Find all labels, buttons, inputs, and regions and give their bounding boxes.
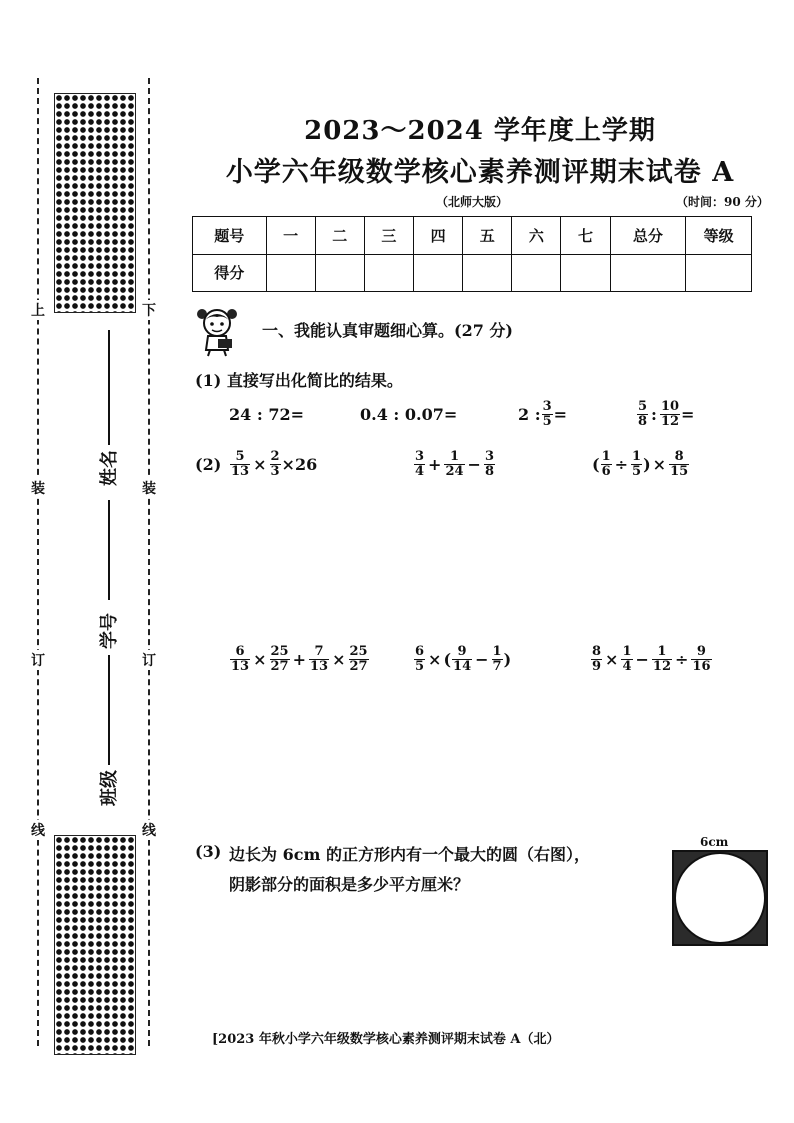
ratio-item-a [229, 402, 304, 426]
ratio-b-text: 0.4 : 0.07= [360, 404, 458, 424]
score-cell[interactable] [315, 254, 364, 292]
denominator: 9 [592, 658, 602, 674]
numerator: 6 [235, 643, 245, 659]
operator: × [253, 454, 267, 474]
numerator: 8 [592, 643, 602, 659]
class-label: 班级 [99, 770, 120, 806]
operator: × [605, 649, 619, 669]
operator: − [475, 649, 489, 669]
question3-label: (3) [195, 842, 222, 861]
score-header-cell: 题号 [193, 217, 267, 255]
ratio-colon: : [651, 404, 657, 424]
exam-title-line1: 2023～2024 学年度上学期 [304, 116, 656, 146]
question1-label: (1) 直接写出化简比的结果。 [195, 371, 403, 390]
calc-expression-3 [592, 446, 690, 482]
operator: ÷ [614, 454, 629, 474]
denominator: 16 [692, 658, 711, 674]
score-cell[interactable] [686, 254, 752, 292]
numerator: 6 [415, 643, 425, 659]
numerator: 5 [638, 398, 648, 414]
numerator: 2 [270, 448, 280, 464]
binding-char-left-4: 线 [28, 820, 48, 840]
denominator: 4 [622, 658, 632, 674]
score-table [192, 216, 752, 292]
denominator: 27 [270, 658, 289, 674]
denominator: 15 [670, 463, 689, 479]
score-header-cell: 七 [561, 217, 610, 255]
operator: − [635, 649, 649, 669]
exam-title-line2: 小学六年级数学核心素养测评期末试卷 A [225, 157, 735, 188]
score-header-cell: 等级 [686, 217, 752, 255]
numerator: 8 [674, 448, 684, 464]
calc-expression-4 [229, 641, 370, 677]
score-table-header-row [193, 217, 752, 255]
score-cell[interactable] [610, 254, 686, 292]
denominator: 12 [652, 658, 671, 674]
question3-line2: 阴影部分的面积是多少平方厘米？ [229, 875, 470, 894]
denominator: 4 [415, 463, 425, 479]
numerator: 3 [484, 448, 494, 464]
binding-pattern-bottom [54, 835, 136, 1055]
fraction [631, 450, 642, 479]
binding-pattern-top [54, 93, 136, 313]
score-header-cell: 四 [414, 217, 463, 255]
score-cell[interactable] [266, 254, 315, 292]
binding-char-left-2: 装 [28, 478, 48, 498]
student-mascot-icon [196, 305, 240, 357]
score-header-cell: 一 [266, 217, 315, 255]
figure-side-label: 6cm [700, 835, 729, 849]
question2-label: (2) [195, 455, 222, 474]
fraction [270, 450, 281, 479]
score-table-score-row [193, 254, 752, 292]
binding-char-left-1: 上 [28, 300, 48, 320]
numerator: 7 [314, 643, 324, 659]
numerator: 3 [542, 398, 552, 414]
ratio-item-b [360, 402, 457, 426]
denominator: 6 [601, 463, 611, 479]
denominator: 24 [445, 463, 464, 479]
denominator: 7 [492, 658, 502, 674]
name-blank-line[interactable] [108, 330, 110, 445]
operator: − [467, 454, 481, 474]
fraction [601, 450, 612, 479]
denominator: 27 [349, 658, 368, 674]
numerator: 25 [349, 643, 368, 659]
fraction [270, 645, 290, 674]
calc-expression-6 [590, 641, 713, 677]
fraction [621, 645, 632, 674]
operator: + [428, 454, 442, 474]
denominator: 13 [231, 658, 250, 674]
section1-title: 一、我能认真审题细心算。(27 分) [262, 321, 513, 340]
fraction [652, 645, 672, 674]
numerator: 1 [601, 448, 611, 464]
fraction [414, 645, 425, 674]
numerator: 9 [457, 643, 467, 659]
operator: ÷ [675, 649, 689, 669]
score-cell[interactable] [512, 254, 561, 292]
binding-char-left-3: 订 [28, 650, 48, 670]
binding-char-right-2: 装 [139, 478, 159, 498]
fraction [230, 450, 250, 479]
number-label: 学号 [99, 613, 120, 649]
denominator: 8 [638, 413, 648, 429]
score-header-cell: 五 [463, 217, 512, 255]
fraction [492, 645, 503, 674]
calc-expression-1 [229, 446, 317, 482]
score-cell[interactable] [364, 254, 413, 292]
fraction [444, 450, 464, 479]
binding-dashed-line-right [148, 78, 150, 1046]
right-paren: ) [643, 454, 651, 474]
right-paren: ) [503, 649, 512, 669]
denominator: 14 [453, 658, 472, 674]
score-cell[interactable] [463, 254, 512, 292]
fraction [414, 450, 425, 479]
score-header-cell: 六 [512, 217, 561, 255]
denominator: 3 [270, 463, 280, 479]
binding-dashed-line-left [37, 78, 39, 1046]
edition-label: （北师大版） [436, 195, 509, 209]
score-header-cell: 三 [364, 217, 413, 255]
fraction [591, 645, 602, 674]
left-paren: ( [443, 649, 452, 669]
binding-char-right-3: 订 [139, 650, 159, 670]
score-header-cell: 总分 [610, 217, 686, 255]
number-blank-line[interactable] [108, 500, 110, 600]
denominator: 12 [660, 413, 680, 429]
denominator: 8 [484, 463, 494, 479]
time-label: （时间：90 分） [676, 195, 769, 209]
numerator: 1 [492, 643, 502, 659]
denominator: 13 [231, 463, 250, 479]
ratio-item-c [518, 397, 567, 431]
fraction [637, 400, 648, 429]
fraction [349, 645, 369, 674]
numerator: 9 [696, 643, 706, 659]
numerator: 10 [660, 398, 680, 414]
numerator: 1 [622, 643, 632, 659]
binding-char-right-4: 线 [139, 820, 159, 840]
fraction [484, 450, 495, 479]
fraction [669, 450, 689, 479]
fraction [542, 400, 553, 429]
calc-expression-5 [413, 641, 511, 677]
score-cell[interactable] [414, 254, 463, 292]
name-label: 姓名 [99, 450, 120, 486]
numerator: 1 [632, 448, 642, 464]
binding-char-right-1: 下 [139, 300, 159, 320]
operator: × [652, 454, 667, 474]
footer-text: [2023 年秋小学六年级数学核心素养测评期末试卷 A（北） [212, 1032, 560, 1047]
ratio-c-prefix: 2 : [518, 404, 541, 424]
operator: × [332, 649, 346, 669]
numerator: 1 [449, 448, 460, 464]
square-circle-figure [672, 850, 768, 946]
equals-sign: = [681, 404, 695, 424]
ratio-a-text: 24 : 72= [229, 404, 304, 424]
fraction [660, 400, 680, 429]
fraction [230, 645, 250, 674]
operator: + [292, 649, 306, 669]
class-blank-line[interactable] [108, 655, 110, 765]
score-header-cell: 二 [315, 217, 364, 255]
calc-expression-2 [413, 446, 496, 482]
numerator: 3 [415, 448, 425, 464]
denominator: 5 [415, 658, 425, 674]
score-row-label: 得分 [193, 254, 267, 292]
numerator: 5 [235, 448, 245, 464]
fraction [309, 645, 329, 674]
denominator: 5 [632, 463, 642, 479]
operator: × [428, 649, 442, 669]
fraction [452, 645, 472, 674]
fraction [691, 645, 711, 674]
operator: × [253, 649, 267, 669]
left-paren: ( [592, 454, 600, 474]
numerator: 1 [657, 643, 667, 659]
denominator: 5 [542, 413, 552, 429]
operator-term: ×26 [281, 454, 318, 474]
ratio-item-d [636, 397, 694, 431]
equals-sign: = [553, 404, 568, 424]
question3-line1: 边长为 6cm 的正方形内有一个最大的圆（右图）， [229, 845, 590, 864]
score-cell[interactable] [561, 254, 610, 292]
numerator: 25 [270, 643, 289, 659]
denominator: 13 [310, 658, 329, 674]
